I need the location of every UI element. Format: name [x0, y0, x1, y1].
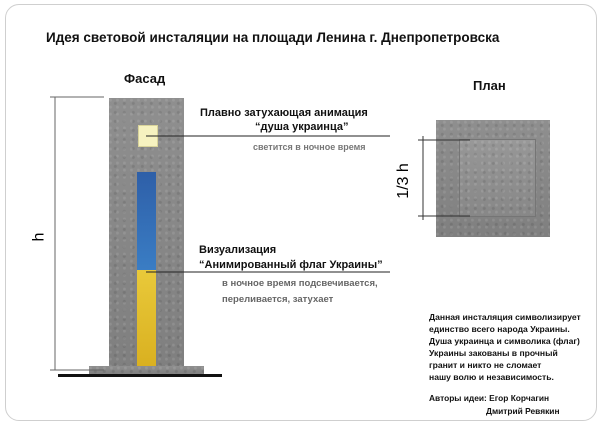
- description-line: гранит и никто не сломает: [429, 360, 542, 370]
- flag-subtitle-line2: переливается, затухает: [222, 294, 334, 305]
- flag-subtitle: [222, 276, 378, 308]
- h-dimension-label: h: [30, 232, 48, 242]
- description-line: единство всего народа Украины.: [429, 324, 570, 334]
- animation-title-line2: “душа украинца”: [255, 121, 349, 133]
- page-title: Идея световой инсталяции на площади Ленина г. Днепропетровска: [46, 30, 500, 45]
- description-line: Украины закованы в прочный: [429, 348, 558, 358]
- animation-title: [200, 106, 368, 134]
- animation-title-line1: Плавно затухающая анимация: [200, 107, 368, 119]
- facade-label: Фасад: [124, 71, 166, 86]
- animation-subtitle: светится в ночное время: [253, 142, 366, 152]
- plan-label: План: [473, 78, 506, 93]
- flag-subtitle-line1: в ночное время подсвечивается,: [222, 278, 378, 289]
- description-line: Душа украинца и символика (флаг): [429, 336, 580, 346]
- flag-title-line1: Визуализация: [199, 244, 277, 256]
- authors-label: Авторы идеи: Егор Корчагин: [429, 393, 550, 403]
- description-line: Данная инсталяция символизирует: [429, 312, 581, 322]
- author-second: Дмитрий Ревякин: [486, 406, 560, 416]
- third-dimension-label: 1/3 h: [394, 163, 412, 199]
- description-block: [429, 311, 581, 383]
- flag-title-line2: “Анимированный флаг Украины”: [199, 259, 383, 271]
- flag-title: [199, 243, 383, 273]
- description-line: нашу волю и независимость.: [429, 372, 554, 382]
